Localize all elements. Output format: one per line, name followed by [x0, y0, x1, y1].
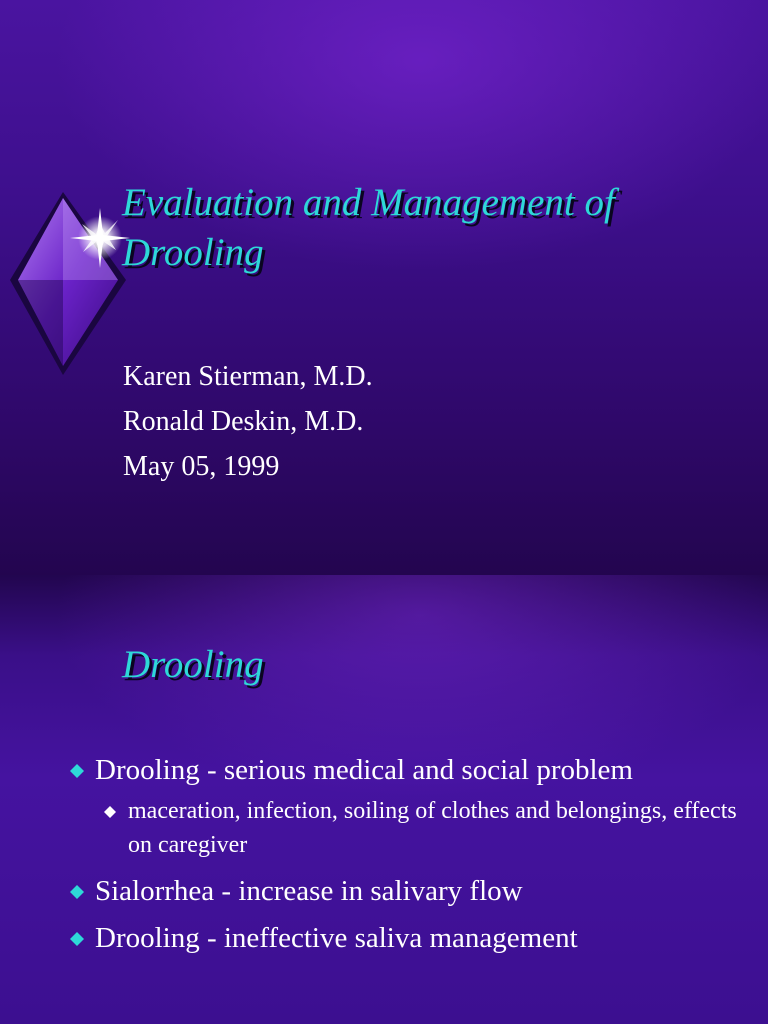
bullet-text: Sialorrhea - increase in salivary flow	[95, 875, 523, 907]
diamond-bullet-icon	[104, 806, 116, 818]
bullet-text: Drooling - ineffective saliva management	[95, 922, 578, 954]
author-name: Ronald Deskin, M.D.	[123, 406, 364, 437]
slide-heading: Drooling	[122, 643, 264, 686]
list-item	[68, 872, 748, 911]
presentation-date: May 05, 1999	[123, 451, 280, 482]
slide-title-heading	[122, 178, 742, 278]
bullet-list	[68, 751, 748, 958]
title-line-2: Drooling	[122, 231, 264, 274]
list-item	[68, 751, 748, 790]
author-name: Karen Stierman, M.D.	[123, 361, 373, 392]
diamond-bullet-icon	[70, 764, 84, 778]
diamond-bullet-icon	[70, 932, 84, 946]
list-item	[68, 919, 748, 958]
slide-drooling	[0, 575, 768, 1024]
sub-list-item	[102, 794, 748, 862]
diamond-bullet-icon	[70, 885, 84, 899]
title-line-1: Evaluation and Management of	[122, 181, 615, 224]
sub-bullet-text: maceration, infection, soiling of clothes and belongings, effects on caregiver	[128, 798, 737, 858]
author-list	[123, 354, 373, 489]
bullet-text: Drooling - serious medical and social problem	[95, 754, 633, 786]
diamond-sparkle-icon	[8, 180, 138, 380]
